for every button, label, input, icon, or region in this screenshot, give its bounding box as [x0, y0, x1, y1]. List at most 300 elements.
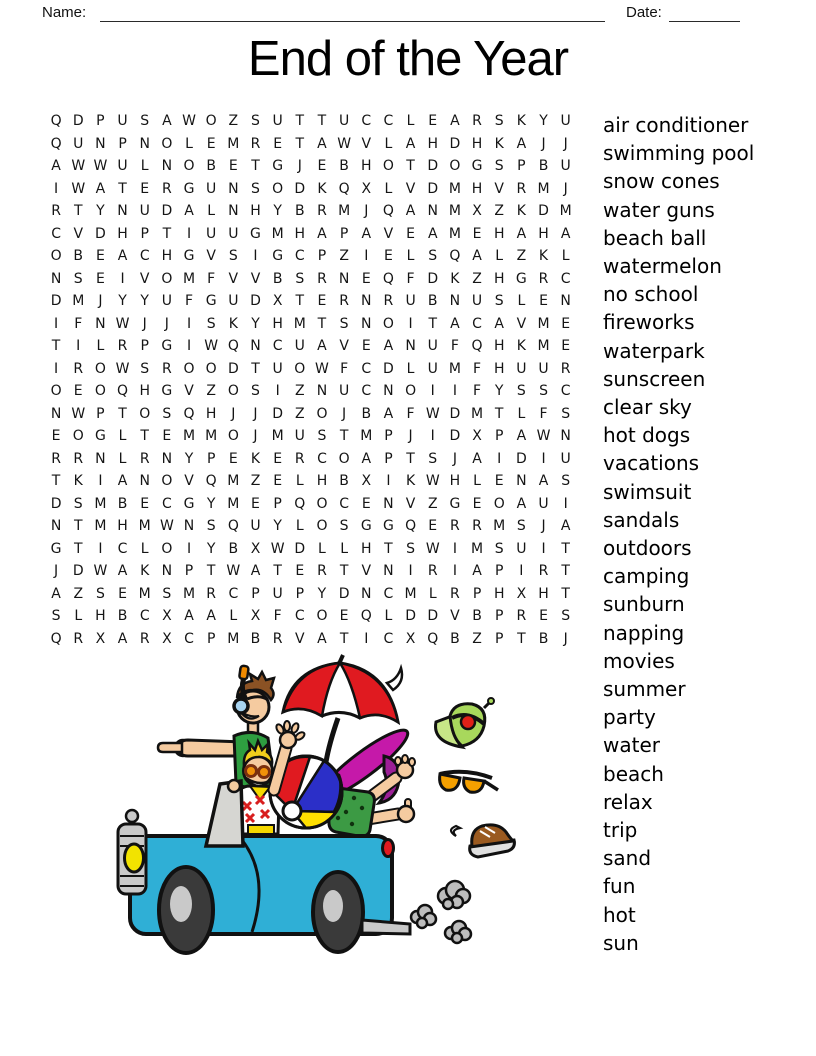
grid-letter: R	[51, 203, 61, 219]
grid-row	[45, 245, 577, 268]
grid-letter: R	[450, 518, 460, 534]
grid-letter: T	[339, 428, 349, 444]
grid-letter: C	[383, 630, 394, 647]
grid-letter: K	[228, 315, 238, 332]
grid-letter: O	[72, 428, 84, 444]
grid-letter: S	[339, 518, 349, 534]
grid-letter: A	[184, 203, 194, 219]
grid-letter: S	[428, 248, 438, 264]
dad-pointing-finger	[158, 743, 182, 752]
grid-letter: M	[448, 180, 461, 197]
grid-letter: M	[227, 473, 240, 489]
word-list-item: water	[603, 733, 660, 758]
grid-letter: Y	[273, 203, 282, 219]
grid-letter: U	[206, 180, 217, 197]
grid-row	[45, 628, 577, 651]
grid-letter: M	[182, 270, 196, 287]
grid-letter: H	[361, 540, 372, 557]
page-title: End of the Year	[247, 32, 569, 86]
grid-letter: S	[494, 293, 504, 309]
grid-letter: Q	[382, 203, 394, 219]
grid-letter: Z	[472, 270, 482, 287]
grid-letter: S	[162, 405, 172, 422]
snorkel-goggle-icon	[234, 699, 248, 713]
grid-letter: G	[272, 158, 284, 174]
grid-letter: G	[183, 180, 195, 197]
grid-letter: E	[140, 180, 150, 197]
grid-letter: W	[425, 540, 440, 557]
grid-letter: E	[228, 158, 238, 174]
grid-letter: J	[297, 158, 302, 174]
grid-letter: A	[117, 473, 128, 489]
grid-letter: J	[452, 450, 457, 467]
grid-letter: I	[541, 540, 546, 557]
grid-letter: P	[184, 563, 194, 579]
grid-letter: C	[560, 270, 571, 287]
grid-letter: M	[271, 428, 284, 444]
grid-letter: O	[227, 383, 239, 399]
grid-letter: H	[117, 518, 128, 534]
word-list-item: swimming pool	[603, 141, 755, 166]
grid-letter: E	[472, 495, 482, 512]
grid-letter: X	[272, 293, 283, 309]
grid-letter: M	[404, 585, 417, 602]
front-hubcap	[170, 886, 192, 922]
grid-letter: Y	[206, 495, 216, 512]
grid-letter: O	[338, 450, 350, 467]
smoke-puff	[417, 918, 427, 928]
word-list-item: sunburn	[603, 592, 685, 617]
grid-letter: V	[295, 630, 305, 647]
grid-letter: H	[250, 203, 261, 219]
grid-letter: U	[471, 293, 483, 309]
grid-letter: U	[427, 360, 438, 377]
grid-letter: W	[204, 338, 219, 354]
grid-letter: U	[560, 113, 571, 129]
grid-letter: E	[118, 585, 127, 602]
grid-letter: J	[98, 293, 103, 309]
grid-letter: A	[405, 203, 416, 219]
grid-letter: T	[339, 630, 349, 647]
shoe-lace-ribbon	[451, 826, 460, 836]
word-list-item: napping	[603, 620, 685, 645]
grid-letter: F	[473, 360, 482, 377]
grid-letter: H	[471, 135, 483, 152]
grid-letter: Q	[294, 495, 306, 512]
grid-letter: S	[73, 495, 83, 512]
shorts-dot	[350, 822, 354, 826]
grid-letter: L	[495, 248, 504, 264]
grid-letter: R	[161, 180, 172, 197]
grid-letter: D	[449, 135, 461, 152]
grid-letter: H	[361, 158, 372, 174]
grid-letter: L	[96, 338, 105, 354]
grid-letter: R	[206, 585, 217, 602]
grid-letter: M	[448, 360, 461, 377]
grid-letter: A	[450, 315, 460, 332]
grid-letter: T	[517, 630, 526, 647]
grid-letter: L	[384, 135, 393, 152]
grid-letter: V	[383, 225, 394, 242]
grid-letter: P	[140, 225, 149, 242]
grid-letter: O	[449, 158, 461, 174]
grid-row	[45, 358, 577, 381]
grid-letter: W	[536, 428, 551, 444]
grid-letter: C	[51, 225, 61, 242]
grid-letter: O	[205, 360, 217, 377]
grid-letter: H	[95, 608, 106, 624]
grid-letter: O	[382, 158, 394, 174]
grid-letter: I	[76, 338, 81, 354]
grid-letter: K	[538, 248, 549, 264]
grid-letter: E	[295, 563, 305, 579]
grid-letter: R	[317, 270, 327, 287]
grid-letter: W	[93, 563, 108, 579]
grid-letter: Q	[50, 135, 62, 152]
grid-letter: J	[253, 428, 258, 444]
grid-row	[45, 425, 577, 448]
grid-letter: O	[294, 360, 306, 377]
grid-letter: V	[405, 495, 416, 512]
grid-letter: C	[361, 383, 372, 399]
grid-letter: A	[51, 585, 61, 602]
grid-letter: T	[118, 405, 127, 422]
shorts-dot	[352, 796, 356, 800]
grid-letter: X	[250, 540, 261, 557]
grid-letter: A	[516, 135, 527, 152]
grid-letter: L	[406, 360, 415, 377]
word-list-item: relax	[603, 789, 653, 814]
grid-letter: T	[73, 203, 83, 219]
grid-letter: P	[494, 563, 504, 579]
grid-letter: P	[140, 338, 149, 354]
word-list-item: air conditioner	[603, 113, 749, 137]
grid-letter: K	[516, 203, 526, 219]
grid-row	[45, 200, 577, 223]
grid-letter: S	[494, 158, 504, 174]
grid-letter: L	[340, 540, 349, 557]
grid-letter: J	[364, 203, 369, 219]
shorts-dot	[344, 810, 348, 814]
grid-letter: N	[161, 158, 173, 174]
grid-letter: A	[560, 225, 571, 242]
grid-letter: S	[516, 383, 526, 399]
word-list-item: swimsuit	[603, 479, 692, 504]
grid-letter: E	[73, 383, 83, 399]
grid-letter: H	[471, 180, 483, 197]
grid-letter: N	[427, 203, 438, 219]
grid-letter: C	[294, 608, 305, 624]
grid-letter: O	[161, 135, 173, 152]
grid-letter: L	[517, 293, 526, 309]
grid-letter: N	[183, 518, 195, 534]
grid-letter: S	[561, 405, 571, 422]
grid-letter: O	[183, 158, 195, 174]
smoke-puff	[452, 933, 462, 943]
grid-letter: Q	[227, 518, 239, 534]
grid-letter: T	[406, 450, 415, 467]
word-list-item: outdoors	[603, 536, 692, 561]
grid-letter: M	[182, 428, 196, 444]
grid-letter: L	[118, 428, 127, 444]
grid-letter: Q	[471, 338, 483, 354]
grid-letter: V	[450, 608, 460, 624]
grid-letter: G	[94, 428, 106, 444]
grid-letter: S	[295, 270, 305, 287]
grid-letter: U	[516, 540, 527, 557]
word-list-item: camping	[603, 564, 690, 589]
grid-letter: X	[405, 630, 416, 647]
grid-letter: T	[317, 113, 327, 129]
grid-letter: A	[317, 225, 327, 242]
grid-letter: B	[117, 495, 128, 512]
grid-letter: Z	[494, 203, 504, 219]
grid-letter: C	[383, 585, 394, 602]
grid-letter: A	[516, 225, 527, 242]
grid-letter: L	[384, 180, 393, 197]
word-list-item: trip	[603, 818, 638, 843]
grid-letter: W	[115, 360, 130, 377]
name-input-line[interactable]	[100, 3, 605, 22]
grid-letter: M	[227, 495, 240, 512]
grid-letter: F	[406, 270, 415, 287]
grid-letter: H	[493, 338, 505, 354]
grid-letter: C	[272, 338, 283, 354]
grid-letter: G	[205, 293, 217, 309]
grid-letter: G	[183, 248, 195, 264]
grid-letter: T	[251, 158, 260, 174]
grid-letter: X	[472, 203, 482, 219]
grid-letter: V	[339, 338, 349, 354]
grid-letter: F	[184, 293, 194, 309]
word-list-item: hot	[603, 902, 636, 927]
grid-letter: T	[561, 585, 570, 602]
grid-letter: C	[560, 383, 571, 399]
grid-letter: D	[161, 203, 173, 219]
grid-letter: R	[516, 608, 527, 624]
grid-letter: X	[95, 630, 106, 647]
grid-letter: C	[228, 585, 239, 602]
grid-letter: X	[472, 428, 482, 444]
grid-letter: I	[54, 315, 59, 332]
grid-letter: M	[271, 225, 284, 242]
grid-letter: Q	[360, 608, 372, 624]
grid-letter: R	[538, 563, 549, 579]
grid-letter: F	[450, 338, 459, 354]
headlight-icon	[125, 844, 144, 872]
grid-letter: A	[450, 113, 460, 129]
sunglasses-lens	[440, 774, 460, 790]
grid-letter: W	[270, 540, 285, 557]
grid-letter: M	[471, 540, 484, 557]
flying-hat-icon	[436, 698, 494, 747]
grid-letter: M	[293, 315, 306, 332]
grid-letter: O	[316, 405, 328, 422]
finger	[395, 757, 401, 765]
kid-sunglasses-icon	[259, 767, 270, 778]
grid-letter: O	[94, 383, 106, 399]
shorts-dot	[360, 806, 364, 810]
grid-letter: N	[139, 473, 150, 489]
grid-letter: G	[471, 158, 483, 174]
grid-letter: I	[186, 225, 192, 242]
grid-letter: S	[251, 180, 260, 197]
grid-letter: B	[73, 248, 84, 264]
grid-letter: R	[472, 113, 482, 129]
grid-letter: O	[316, 608, 328, 624]
grid-letter: I	[120, 270, 125, 287]
grid-letter: S	[206, 315, 216, 332]
grid-letter: L	[384, 608, 393, 624]
grid-letter: C	[361, 360, 372, 377]
grid-letter: P	[494, 428, 504, 444]
grid-letter: E	[95, 270, 105, 287]
grid-letter: O	[272, 180, 284, 197]
grid-letter: N	[250, 338, 261, 354]
word-list-item: sandals	[603, 507, 680, 532]
kid-shirt-hem	[248, 825, 274, 834]
grid-letter: V	[228, 270, 239, 287]
grid-letter: M	[182, 585, 196, 602]
grid-letter: A	[361, 450, 372, 467]
word-list	[603, 111, 813, 957]
grid-letter: I	[408, 315, 413, 332]
grid-letter: U	[206, 225, 217, 242]
grid-letter: N	[228, 203, 239, 219]
finger	[409, 758, 415, 766]
grid-letter: N	[316, 383, 328, 399]
grid-letter: U	[538, 360, 549, 377]
grid-letter: L	[140, 540, 149, 557]
grid-letter: U	[117, 113, 128, 129]
flying-sunglasses-icon	[440, 772, 498, 793]
grid-letter: I	[253, 248, 258, 264]
grid-letter: E	[251, 495, 260, 512]
grid-letter: S	[95, 585, 105, 602]
grid-letter: H	[493, 585, 505, 602]
grid-letter: U	[228, 293, 239, 309]
grid-letter: G	[250, 225, 261, 242]
beach-car-illustration	[100, 650, 540, 980]
grid-letter: R	[139, 450, 150, 467]
grid-letter: K	[450, 270, 460, 287]
grid-letter: I	[186, 338, 192, 354]
grid-letter: P	[118, 135, 127, 152]
grid-letter: O	[183, 360, 195, 377]
grid-letter: Q	[382, 270, 394, 287]
grid-letter: U	[228, 225, 239, 242]
grid-letter: E	[428, 113, 438, 129]
grid-letter: R	[450, 585, 460, 602]
grid-letter: T	[51, 338, 61, 354]
grid-letter: S	[539, 383, 548, 399]
grid-letter: A	[361, 225, 372, 242]
grid-letter: B	[450, 630, 460, 647]
grid-letter: E	[317, 293, 327, 309]
grid-letter: L	[406, 113, 415, 129]
date-input-line[interactable]	[669, 3, 740, 22]
grid-letter: H	[205, 405, 217, 422]
grid-letter: I	[386, 473, 391, 489]
grid-letter: D	[338, 585, 350, 602]
grid-letter: N	[383, 495, 394, 512]
grid-letter: A	[383, 338, 394, 354]
grid-letter: L	[406, 248, 415, 264]
grid-letter: I	[519, 563, 524, 579]
grid-letter: X	[516, 585, 527, 602]
grid-letter: U	[338, 383, 350, 399]
grid-letter: S	[561, 473, 571, 489]
grid-letter: P	[96, 405, 105, 422]
grid-letter: T	[251, 360, 260, 377]
grid-letter: C	[339, 495, 349, 512]
grid-letter: O	[94, 360, 106, 377]
grid-letter: R	[339, 293, 349, 309]
grid-letter: E	[561, 315, 571, 332]
grid-letter: M	[227, 135, 240, 152]
grid-row	[45, 583, 577, 606]
sunglasses-bridge	[256, 770, 259, 771]
grid-letter: X	[250, 608, 261, 624]
grid-letter: A	[317, 135, 327, 152]
grid-letter: V	[139, 270, 150, 287]
grid-letter: T	[561, 540, 570, 557]
grid-letter: J	[408, 428, 413, 444]
finger	[290, 722, 300, 734]
grid-letter: V	[516, 315, 527, 332]
grid-letter: K	[317, 180, 327, 197]
grid-letter: A	[51, 158, 61, 174]
umbrella-flap	[387, 668, 402, 690]
word-list-item: clear sky	[603, 395, 692, 420]
grid-letter: O	[50, 383, 62, 399]
grid-letter: N	[117, 203, 128, 219]
grid-letter: K	[250, 450, 261, 467]
word-grid	[45, 110, 577, 650]
grid-letter: O	[161, 270, 173, 287]
grid-letter: N	[449, 293, 461, 309]
grid-letter: L	[118, 450, 127, 467]
grid-letter: F	[473, 383, 482, 399]
grid-letter: P	[317, 248, 327, 264]
grid-letter: S	[428, 450, 438, 467]
grid-letter: S	[406, 540, 416, 557]
word-list-item: beach	[603, 761, 664, 786]
grid-letter: M	[94, 495, 107, 512]
grid-letter: D	[250, 293, 261, 309]
grid-letter: Q	[449, 248, 461, 264]
grid-letter: R	[294, 450, 305, 467]
grid-letter: H	[493, 360, 505, 377]
grid-row	[45, 605, 577, 628]
grid-letter: E	[273, 135, 283, 152]
grid-letter: Z	[206, 383, 216, 399]
grid-letter: N	[560, 428, 571, 444]
grid-letter: V	[184, 473, 194, 489]
grid-letter: P	[295, 585, 305, 602]
grid-letter: Z	[339, 248, 349, 264]
grid-letter: F	[273, 608, 282, 624]
grid-letter: J	[231, 405, 236, 422]
grid-letter: U	[405, 293, 416, 309]
grid-letter: K	[140, 563, 150, 579]
word-list-item: vacations	[603, 451, 700, 476]
grid-letter: T	[73, 518, 83, 534]
grid-letter: D	[449, 428, 461, 444]
word-list-item: summer	[603, 677, 686, 702]
grid-letter: P	[472, 585, 482, 602]
grid-letter: J	[54, 563, 59, 579]
